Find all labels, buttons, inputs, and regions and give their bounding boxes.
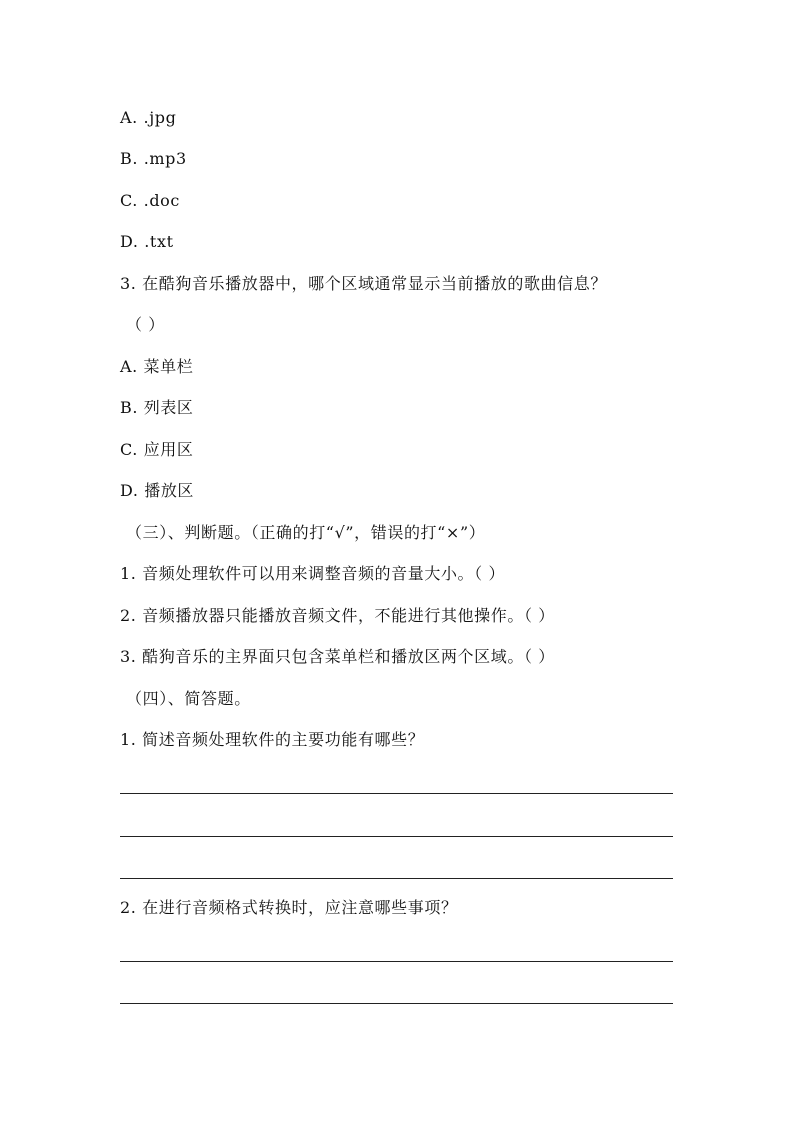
true-false-item: 3. 酷狗音乐的主界面只包含菜单栏和播放区两个区域。（ ） <box>120 647 555 666</box>
answer-line <box>120 836 673 837</box>
option-b: B. 列表区 <box>120 398 194 417</box>
true-false-item: 2. 音频播放器只能播放音频文件，不能进行其他操作。（ ） <box>120 606 555 625</box>
option-d: D. .txt <box>120 232 174 251</box>
option-d: D. 播放区 <box>120 481 195 500</box>
option-c: C. .doc <box>120 191 180 210</box>
answer-line <box>120 793 673 794</box>
option-b: B. .mp3 <box>120 149 187 168</box>
section-heading-true-false: （三）、判断题。（正确的打“√”，错误的打“×”） <box>126 523 486 542</box>
option-c: C. 应用区 <box>120 440 194 459</box>
question-3-stem: 3. 在酷狗音乐播放器中，哪个区域通常显示当前播放的歌曲信息？ <box>120 274 607 293</box>
option-a: A. 菜单栏 <box>120 357 194 376</box>
option-a: A. .jpg <box>120 108 177 127</box>
answer-line <box>120 878 673 879</box>
section-heading-short-answer: （四）、简答题。 <box>126 689 251 708</box>
answer-line <box>120 961 673 962</box>
answer-bracket: （ ） <box>126 315 165 334</box>
short-answer-question-2: 2. 在进行音频格式转换时，应注意哪些事项？ <box>120 898 458 917</box>
true-false-item: 1. 音频处理软件可以用来调整音频的音量大小。（ ） <box>120 564 506 583</box>
short-answer-question-1: 1. 简述音频处理软件的主要功能有哪些？ <box>120 730 425 749</box>
answer-line <box>120 1003 673 1004</box>
